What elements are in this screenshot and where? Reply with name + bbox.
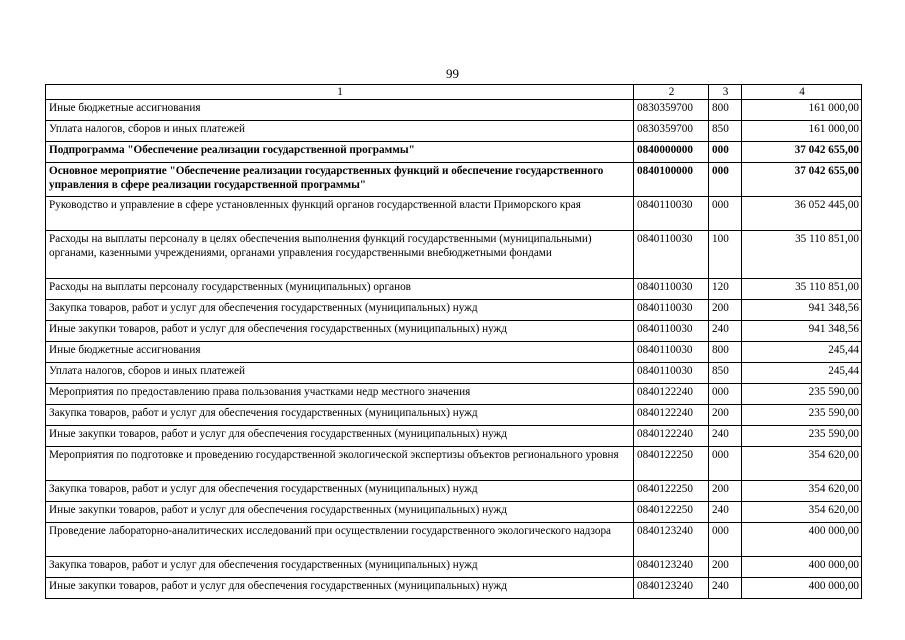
row-amount: 235 590,00 bbox=[742, 405, 862, 426]
row-vr: 240 bbox=[709, 321, 742, 342]
table-row bbox=[46, 163, 862, 197]
row-name: Расходы на выплаты персоналу государственных (муниципальных) органов bbox=[46, 279, 634, 300]
table-row bbox=[46, 481, 862, 502]
header-code: 2 bbox=[634, 85, 709, 100]
table-row bbox=[46, 121, 862, 142]
row-amount: 235 590,00 bbox=[742, 384, 862, 405]
page-number: 99 bbox=[446, 66, 459, 81]
row-amount: 354 620,00 bbox=[742, 481, 862, 502]
table-row bbox=[46, 405, 862, 426]
row-vr: 200 bbox=[709, 481, 742, 502]
row-amount: 941 348,56 bbox=[742, 300, 862, 321]
row-vr: 000 bbox=[709, 523, 742, 557]
row-amount: 36 052 445,00 bbox=[742, 197, 862, 231]
table-row bbox=[46, 279, 862, 300]
table-row bbox=[46, 231, 862, 279]
table-row bbox=[46, 447, 862, 481]
row-code: 0840110030 bbox=[634, 300, 709, 321]
row-name: Мероприятия по подготовке и проведению государственной экологической экспертизы объектов регионального уровня bbox=[46, 447, 634, 481]
row-code: 0840122250 bbox=[634, 481, 709, 502]
row-vr: 240 bbox=[709, 502, 742, 523]
row-name: Закупка товаров, работ и услуг для обеспечения государственных (муниципальных) нужд bbox=[46, 481, 634, 502]
table-row bbox=[46, 578, 862, 599]
row-vr: 000 bbox=[709, 447, 742, 481]
row-name: Уплата налогов, сборов и иных платежей bbox=[46, 121, 634, 142]
row-code: 0840122250 bbox=[634, 447, 709, 481]
table-row bbox=[46, 384, 862, 405]
row-amount: 35 110 851,00 bbox=[742, 231, 862, 279]
row-vr: 000 bbox=[709, 142, 742, 163]
row-amount: 161 000,00 bbox=[742, 121, 862, 142]
row-vr: 850 bbox=[709, 121, 742, 142]
row-name: Иные закупки товаров, работ и услуг для обеспечения государственных (муниципальных) нужд bbox=[46, 426, 634, 447]
header-name: 1 bbox=[46, 85, 634, 100]
row-name: Мероприятия по предоставлению права пользования участками недр местного значения bbox=[46, 384, 634, 405]
row-vr: 000 bbox=[709, 163, 742, 197]
row-amount: 400 000,00 bbox=[742, 578, 862, 599]
table-row bbox=[46, 100, 862, 121]
row-name: Иные бюджетные ассигнования bbox=[46, 342, 634, 363]
row-amount: 354 620,00 bbox=[742, 502, 862, 523]
row-name: Иные закупки товаров, работ и услуг для обеспечения государственных (муниципальных) нужд bbox=[46, 578, 634, 599]
table-row bbox=[46, 557, 862, 578]
row-amount: 37 042 655,00 bbox=[742, 142, 862, 163]
row-vr: 000 bbox=[709, 384, 742, 405]
row-amount: 400 000,00 bbox=[742, 523, 862, 557]
row-amount: 35 110 851,00 bbox=[742, 279, 862, 300]
row-code: 0840122240 bbox=[634, 405, 709, 426]
row-vr: 120 bbox=[709, 279, 742, 300]
row-code: 0840110030 bbox=[634, 363, 709, 384]
row-vr: 800 bbox=[709, 342, 742, 363]
row-amount: 354 620,00 bbox=[742, 447, 862, 481]
row-name: Иные закупки товаров, работ и услуг для обеспечения государственных (муниципальных) нужд bbox=[46, 502, 634, 523]
row-name: Закупка товаров, работ и услуг для обеспечения государственных (муниципальных) нужд bbox=[46, 405, 634, 426]
row-amount: 245,44 bbox=[742, 363, 862, 384]
row-amount: 161 000,00 bbox=[742, 100, 862, 121]
budget-table bbox=[45, 84, 862, 599]
row-code: 0840122240 bbox=[634, 384, 709, 405]
row-code: 0830359700 bbox=[634, 100, 709, 121]
row-amount: 400 000,00 bbox=[742, 557, 862, 578]
row-code: 0840100000 bbox=[634, 163, 709, 197]
table-row bbox=[46, 321, 862, 342]
row-name: Иные закупки товаров, работ и услуг для обеспечения государственных (муниципальных) нужд bbox=[46, 321, 634, 342]
row-vr: 200 bbox=[709, 557, 742, 578]
row-code: 0840110030 bbox=[634, 342, 709, 363]
row-code: 0830359700 bbox=[634, 121, 709, 142]
table-row bbox=[46, 342, 862, 363]
row-code: 0840123240 bbox=[634, 557, 709, 578]
row-code: 0840123240 bbox=[634, 523, 709, 557]
row-code: 0840122240 bbox=[634, 426, 709, 447]
row-vr: 240 bbox=[709, 578, 742, 599]
row-amount: 245,44 bbox=[742, 342, 862, 363]
row-name: Подпрограмма "Обеспечение реализации государственной программы" bbox=[46, 142, 634, 163]
row-vr: 240 bbox=[709, 426, 742, 447]
table-header-row bbox=[46, 85, 862, 100]
row-code: 0840110030 bbox=[634, 279, 709, 300]
row-name: Закупка товаров, работ и услуг для обеспечения государственных (муниципальных) нужд bbox=[46, 300, 634, 321]
row-amount: 235 590,00 bbox=[742, 426, 862, 447]
table-row bbox=[46, 426, 862, 447]
row-code: 0840122250 bbox=[634, 502, 709, 523]
header-amount: 4 bbox=[742, 85, 862, 100]
table-row bbox=[46, 300, 862, 321]
row-vr: 850 bbox=[709, 363, 742, 384]
table-row bbox=[46, 523, 862, 557]
row-name: Иные бюджетные ассигнования bbox=[46, 100, 634, 121]
row-amount: 37 042 655,00 bbox=[742, 163, 862, 197]
row-code: 0840123240 bbox=[634, 578, 709, 599]
row-name: Уплата налогов, сборов и иных платежей bbox=[46, 363, 634, 384]
row-code: 0840000000 bbox=[634, 142, 709, 163]
row-vr: 000 bbox=[709, 197, 742, 231]
table-row bbox=[46, 363, 862, 384]
row-vr: 100 bbox=[709, 231, 742, 279]
table-row bbox=[46, 197, 862, 231]
row-vr: 200 bbox=[709, 405, 742, 426]
row-vr: 200 bbox=[709, 300, 742, 321]
row-amount: 941 348,56 bbox=[742, 321, 862, 342]
row-code: 0840110030 bbox=[634, 231, 709, 279]
row-code: 0840110030 bbox=[634, 197, 709, 231]
row-name: Расходы на выплаты персоналу в целях обеспечения выполнения функций государственными (муниципальными) органами, казенными учреждениями, органами управления государственными внебюджетными фондами bbox=[46, 231, 634, 279]
row-name: Проведение лабораторно-аналитических исследований при осуществлении государственного экологического надзора bbox=[46, 523, 634, 557]
table-row bbox=[46, 502, 862, 523]
row-name: Руководство и управление в сфере установленных функций органов государственной власти Приморского края bbox=[46, 197, 634, 231]
row-code: 0840110030 bbox=[634, 321, 709, 342]
row-name: Закупка товаров, работ и услуг для обеспечения государственных (муниципальных) нужд bbox=[46, 557, 634, 578]
row-name: Основное мероприятие "Обеспечение реализации государственных функций и обеспечение государственного управления в сфере реализации государственной программы" bbox=[46, 163, 634, 197]
table-row bbox=[46, 142, 862, 163]
header-vr: 3 bbox=[709, 85, 742, 100]
row-vr: 800 bbox=[709, 100, 742, 121]
